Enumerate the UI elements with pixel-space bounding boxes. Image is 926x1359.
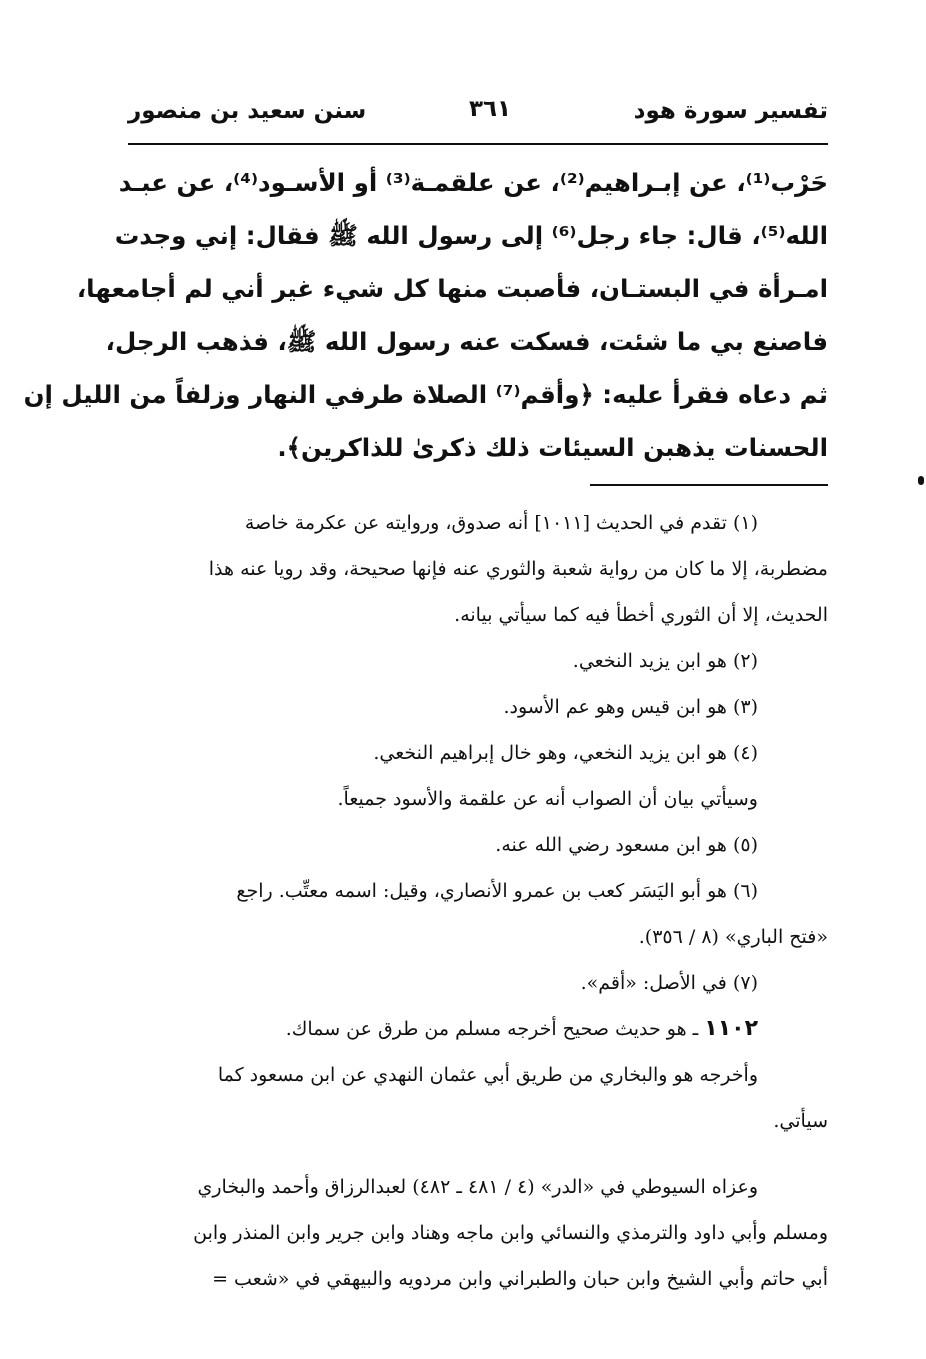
header-divider: [128, 143, 828, 145]
footnote-line: (١) تقدم في الحديث [١٠١١] أنه صدوق، وروايته عن عكرمة خاصة: [244, 512, 758, 534]
footnote-line: (٣) هو ابن قيس وهو عم الأسود.: [503, 696, 758, 718]
footnotes-section: [128, 500, 828, 1302]
footnote-line: (٥) هو ابن مسعود رضي الله عنه.: [495, 834, 758, 856]
main-text-line: ثم دعاه فقرأ عليه: ﴿وأقم⁽⁷⁾ الصلاة طرفي النهار وزلفاً من الليل إن: [23, 380, 828, 409]
takhrij-line: ومسلم وأبي داود والترمذي والنسائي وابن ماجه وهناد وابن جرير وابن المنذر وابن: [193, 1222, 828, 1244]
page-number: ٣٦١: [468, 96, 512, 122]
footnote-line: الحديث، إلا أن الثوري أخطأ فيه كما سيأتي بيانه.: [454, 604, 828, 626]
footnote-line: (٤) هو ابن يزيد النخعي، وهو خال إبراهيم النخعي.: [373, 742, 758, 764]
footnote-line: «فتح الباري» (٨ / ٣٥٦).: [638, 926, 828, 948]
main-text-line: حَرْب⁽¹⁾، عن إبـراهيم⁽²⁾، عن علقمـة⁽³⁾ أو الأسـود⁽⁴⁾، عن عبـد: [118, 168, 828, 197]
takhrij-line: ـ هو حديث صحيح أخرجه مسلم من طرق عن سماك.: [285, 1018, 699, 1040]
footnote-line: (٦) هو أبو اليَسَر كعب بن عمرو الأنصاري، وقيل: اسمه معتِّب. راجع: [236, 880, 758, 902]
footnote-line: (٢) هو ابن يزيد النخعي.: [572, 650, 758, 672]
takhrij-line: وأخرجه هو والبخاري من طريق أبي عثمان النهدي عن ابن مسعود كما: [217, 1064, 758, 1086]
takhrij-line: سيأتي.: [773, 1110, 828, 1132]
main-text-line: فاصنع بي ما شئت، فسكت عنه رسول الله ﷺ، فذهب الرجل،: [105, 327, 828, 356]
paragraph-gap: [128, 1144, 828, 1164]
main-text-line: الحسنات يذهبن السيئات ذلك ذكرىٰ للذاكرين﴾.: [277, 433, 828, 462]
takhrij-first-line: [128, 1006, 828, 1052]
main-text-line: الله⁽⁵⁾، قال: جاء رجل⁽⁶⁾ إلى رسول الله ﷺ فقال: إني وجدت: [114, 221, 828, 250]
footnote-line: وسيأتي بيان أن الصواب أنه عن علقمة والأسود جميعاً.: [337, 788, 758, 810]
takhrij-line: وعزاه السيوطي في «الدر» (٤ / ٤٨١ ـ ٤٨٢) لعبدالرزاق وأحمد والبخاري: [197, 1176, 758, 1198]
book-title: سنن سعيد بن منصور: [128, 98, 367, 124]
footnote-line: (٧) في الأصل: «أقم».: [580, 972, 758, 994]
main-text: [23, 156, 828, 474]
surah-title: تفسير سورة هود: [633, 98, 828, 124]
margin-mark: [918, 476, 924, 485]
footnote-line: مضطربة، إلا ما كان من رواية شعبة والثوري عنه فإنها صحيحة، وقد رويا عنه هذا: [208, 558, 828, 580]
main-text-line: امـرأة في البستـان، فأصبت منها كل شيء غير أني لم أجامعها،: [76, 274, 828, 303]
takhrij-line: أبي حاتم وأبي الشيخ وابن حبان والطبراني وابن مردويه والبيهقي في «شعب =: [212, 1268, 828, 1290]
page-header: [128, 92, 828, 142]
footnote-divider: [590, 484, 828, 486]
hadith-number: ١١٠٢: [704, 1016, 758, 1041]
